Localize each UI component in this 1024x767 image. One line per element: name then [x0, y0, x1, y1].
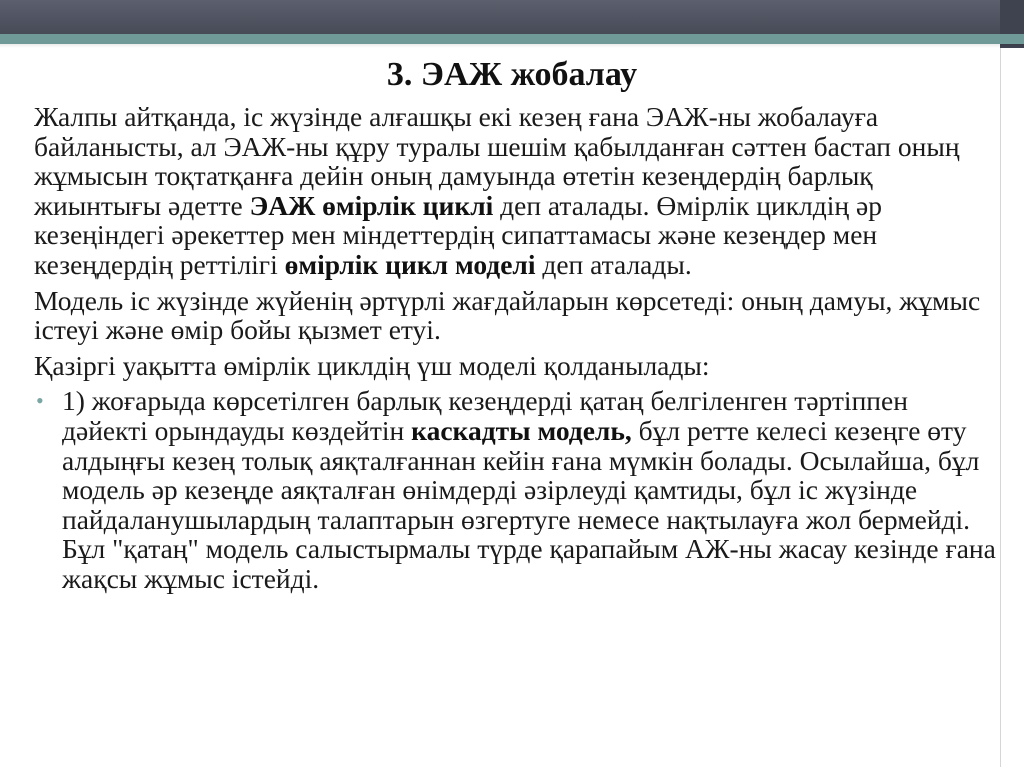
list-item — [34, 386, 996, 593]
slide-title: 3. ЭАЖ жобалау — [386, 56, 638, 93]
stripe-shadow — [0, 44, 1024, 48]
bold-term-lifecycle: ЭАЖ өмірлік циклі — [249, 189, 494, 221]
bullet-icon: • — [36, 388, 44, 414]
top-bar — [0, 0, 1024, 34]
right-divider-line — [1000, 48, 1001, 767]
bold-term-cascade-model: каскадты модель, — [411, 414, 632, 446]
paragraph-three-models: Қазіргі уақытта өмірлік циклдің үш моделі қолданылады: — [34, 349, 710, 381]
bold-term-lifecycle-model: өмірлік цикл моделі — [284, 248, 536, 280]
paragraph-text: деп аталады. — [535, 248, 692, 280]
slide-body — [34, 102, 996, 594]
paragraph-text: Жалпы айтқанда, іс жүзінде алғашқы екі кезең ғана ЭАЖ-ны жобалауға байланысты, ал ЭАЖ-ны құру туралы шешім қабылданған сәттен бастап оның жұмысын тоқтатқанға дейін оның дамуында өтетін кезеңдердің барлық жиынтығы әдетте — [34, 101, 960, 221]
accent-stripe — [0, 34, 1024, 44]
bullet-text: бұл ретте келесі кезеңге өту алдыңғы кезең толық аяқталғаннан кейін ғана мүмкін болады. Осылайша, бұл модель әр кезеңде аяқталған өнімдерді әзірлеуді қамтиды, бұл іс жүзінде пайдаланушылардың талаптарын өзгертуге немесе нақтылауға жол бермейді. Бұл "қатаң" модель салыстырмалы түрде қарапайым АЖ-ны жасау кезінде ғана жақсы жұмыс істейді. — [62, 414, 996, 594]
paragraph-model-description: Модель іс жүзінде жүйенің әртүрлі жағдайларын көрсетеді: оның дамуы, жұмыс істеуі және өмір бойы қызмет етуі. — [34, 284, 981, 346]
paragraph-text: деп аталады. Өмірлік циклдің әр кезеңіндегі әрекеттер мен міндеттердің сипаттамасы және кезеңдер мен кезеңдердің реттілігі — [34, 189, 882, 280]
bullet-list — [34, 386, 996, 593]
paragraph-lifecycle-definition — [34, 102, 996, 280]
bullet-text: 1) жоғарыда көрсетілген барлық кезеңдерді қатаң белгіленген тәртіппен дәйекті орындауды көздейтін — [62, 385, 908, 446]
